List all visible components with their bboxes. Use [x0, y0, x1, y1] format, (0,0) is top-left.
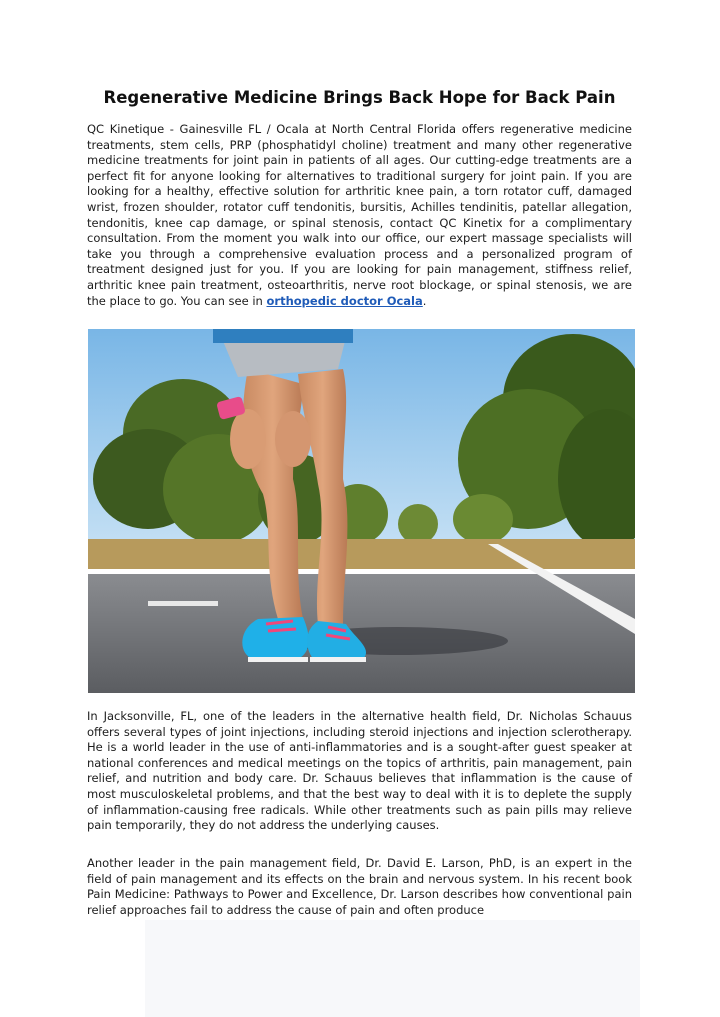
knee-pain-runner-image: [88, 329, 635, 693]
intro-text: QC Kinetique - Gainesville FL / Ocala at North Central Florida offers regenerative medicine treatments, stem cells, PRP (phosphatidyl choline) treatment and many other regenerative medicine treatments for joint pain in patients of all ages. Our cutting-edge treatments are a perfect fit for anyone looking for alternatives to traditional surgery for joint pain. If you are looking for a healthy, effective solution for arthritic knee pain, a torn rotator cuff, damaged wrist, frozen shoulder, rotator cuff tendonitis, bursitis, Achilles tendinitis, patellar allegation, tendonitis, knee cap damage, or spinal stenosis, contact QC Kinetix for a complimentary consultation. From the moment you walk into our office, our expert massage specialists will take you through a comprehensive evaluation process and a personalized program of treatment designed just for you. If you are looking for pain management, stiffness relief, arthritic knee pain treatment, osteoarthritis, nerve root blockage, or spinal stenosis, we are the place to go. You can see in: [87, 122, 632, 308]
body-paragraph: In Jacksonville, FL, one of the leaders in the alternative health field, Dr. Nicholas Schauus offers several types of joint injections, including steroid injections and injection sclerotherapy. He is a world leader in the use of anti-inflammatories and is a sought-after guest speaker at national conferences and medical meetings on the topics of arthritis, pain management, pain relief, and nutrition and body care. Dr. Schauus believes that inflammation is the cause of most musculoskeletal problems, and that the best way to deal with it is to deplete the supply of inflammation-causing free radicals. While other treatments such as pain pills may relieve pain temporarily, they do not address the underlying causes.: [87, 709, 632, 833]
roadside-grass: [88, 539, 635, 569]
article-title: Regenerative Medicine Brings Back Hope for Back Pain: [103, 88, 616, 107]
intro-period: .: [422, 293, 427, 308]
orthopedic-doctor-link[interactable]: orthopedic doctor Ocala: [266, 293, 423, 308]
lane-dash: [148, 601, 218, 606]
body-paragraph: Another leader in the pain management field, Dr. David E. Larson, PhD, is an expert in the field of pain management and its effects on the brain and nervous system. In his recent book Pain Medicine: Pathways to Power and Excellence, Dr. Larson describes how conventional pain relief approaches fail to address the cause of pain and often produce: [87, 856, 632, 917]
intro-paragraph: [87, 122, 632, 309]
page-shadow: [145, 920, 640, 1017]
